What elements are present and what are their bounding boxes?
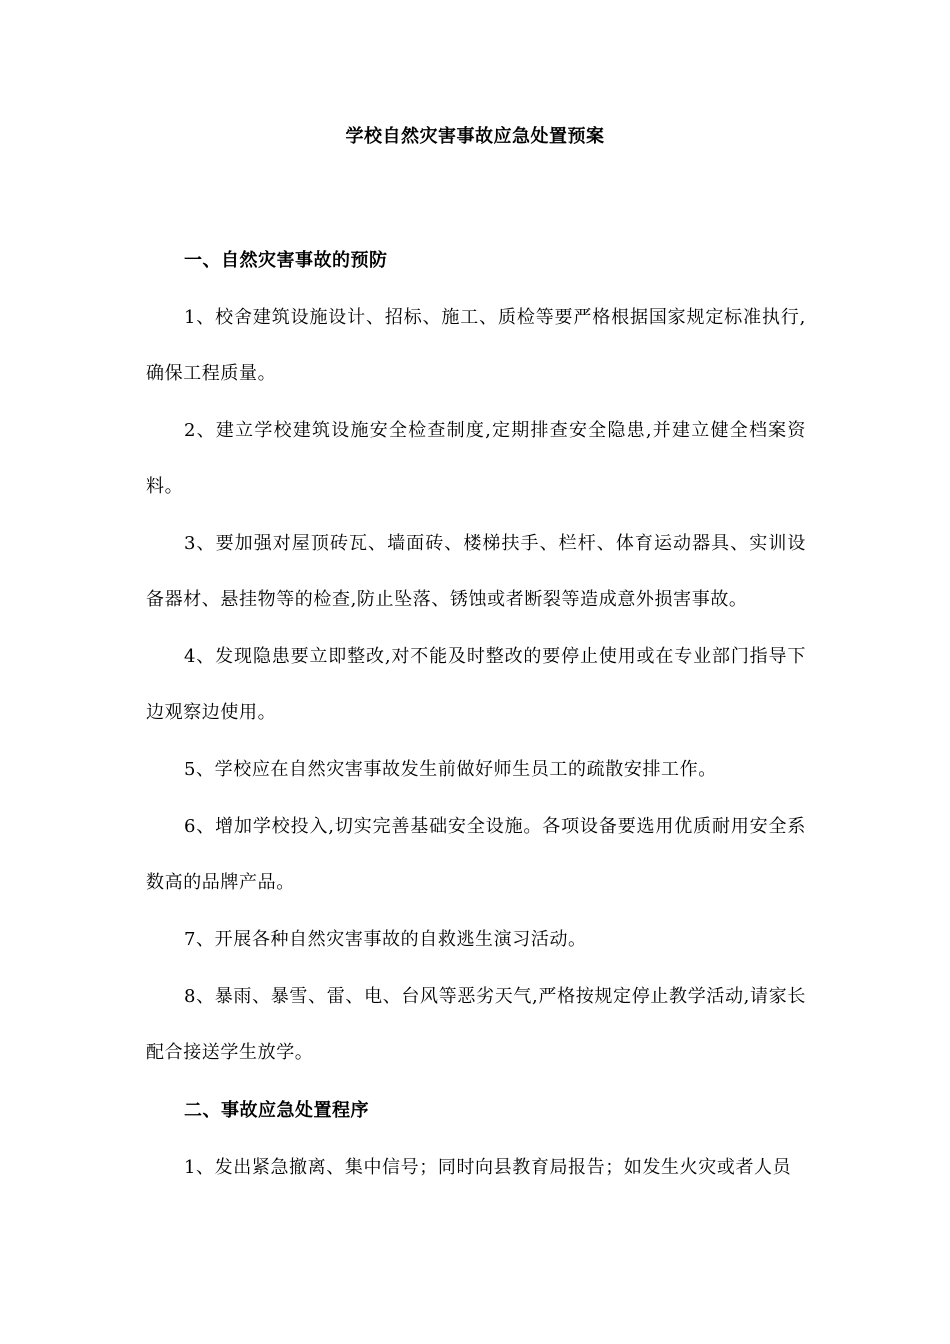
paragraph-procedure-1: 1、发出紧急撤离、集中信号；同时向县教育局报告；如发生火灾或者人员 [184, 1157, 792, 1178]
paragraph-item-6: 6、增加学校投入,切实完善基础安全设施。各项设备要选用优质耐用安全系数高的品牌产品。 [146, 816, 806, 893]
paragraph-item-5: 5、学校应在自然灾害事故发生前做好师生员工的疏散安排工作。 [184, 759, 717, 780]
document-title: 学校自然灾害事故应急处置预案 [345, 126, 605, 147]
paragraph-item-2: 2、建立学校建筑设施安全检查制度,定期排查安全隐患,并建立健全档案资料。 [146, 420, 806, 497]
document-body [146, 248, 806, 1197]
paragraph-item-1: 1、校舍建筑设施设计、招标、施工、质检等要严格根据国家规定标准执行,确保工程质量。 [146, 307, 806, 384]
paragraph-item-4: 4、发现隐患要立即整改,对不能及时整改的要停止使用或在专业部门指导下边观察边使用。 [146, 646, 806, 723]
paragraph-item-7: 7、开展各种自然灾害事故的自救逃生演习活动。 [184, 929, 587, 950]
paragraph-item-3: 3、要加强对屋顶砖瓦、墙面砖、楼梯扶手、栏杆、体育运动器具、实训设备器材、悬挂物等的检查,防止坠落、锈蚀或者断裂等造成意外损害事故。 [146, 533, 806, 610]
paragraph-item-8: 8、暴雨、暴雪、雷、电、台风等恶劣天气,严格按规定停止教学活动,请家长配合接送学生放学。 [146, 986, 806, 1063]
section-heading-procedure: 二、事故应急处置程序 [184, 1100, 369, 1121]
section-heading-prevention: 一、自然灾害事故的预防 [184, 250, 388, 271]
